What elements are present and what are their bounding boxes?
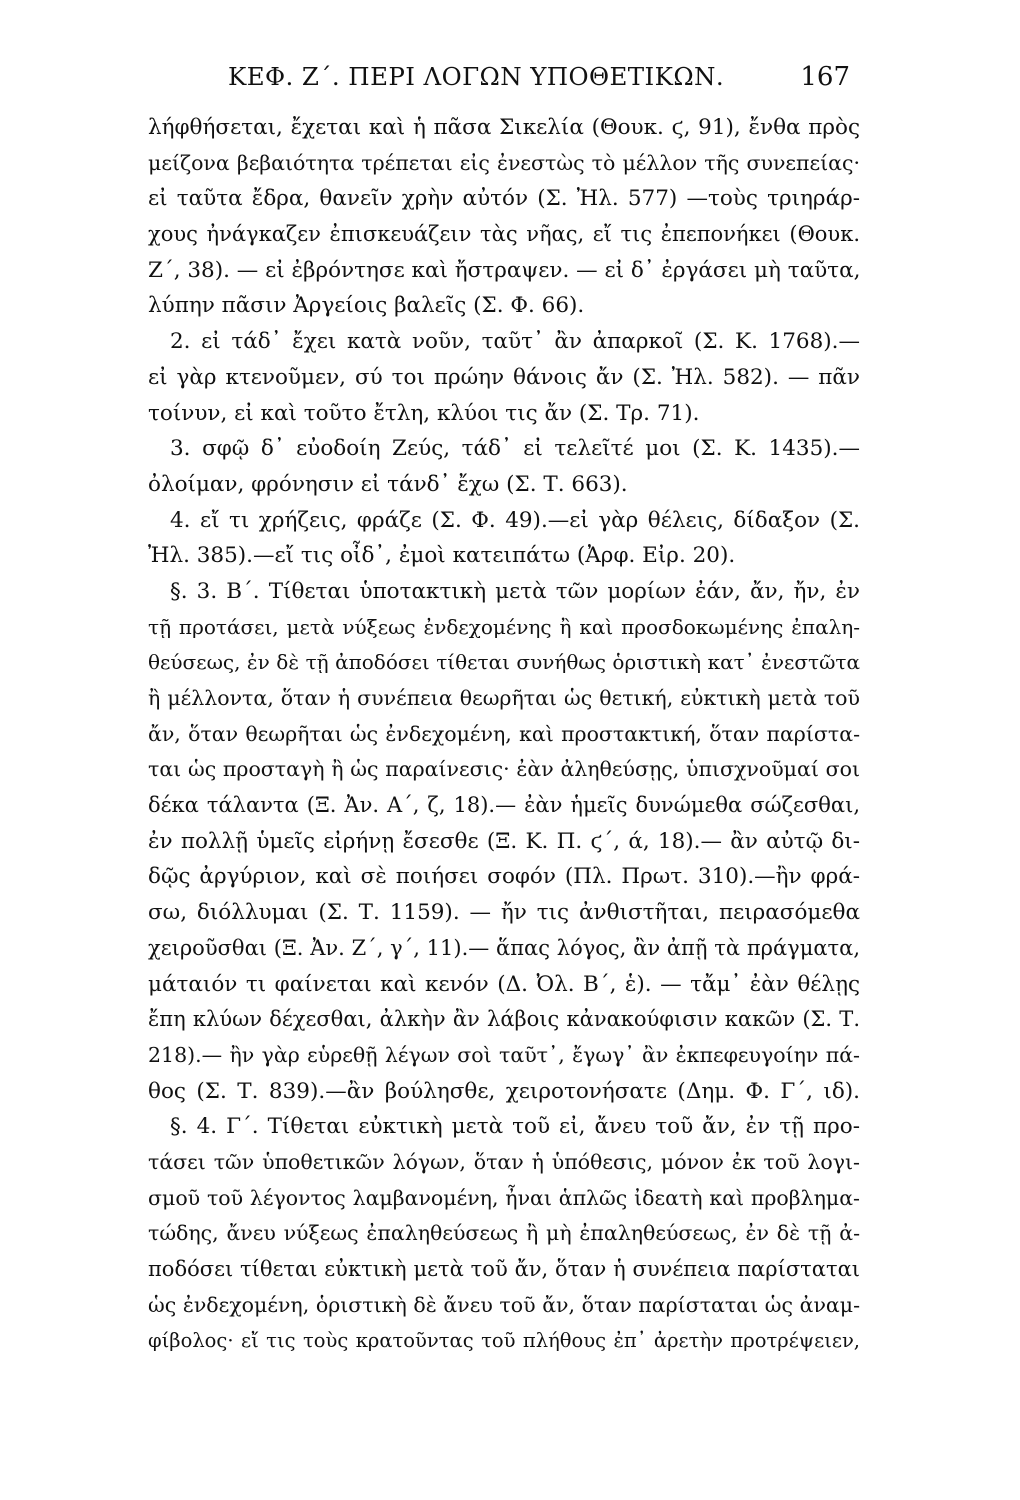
page-header [212,62,850,102]
text-line: ἔπη κλύων δέχεσθαι, ἀλκὴν ἂν λάβοις κἀνακούφισιν κακῶν (Σ. Τ. [148,1007,860,1032]
text-line: εἰ ταῦτα ἔδρα, θανεῖν χρὴν αὐτόν (Σ. Ἠλ. 577) —τοὺς τριηράρ- [148,186,860,212]
text-line: 218).— ἢν γὰρ εὑρεθῇ λέγων σοὶ ταῦτ᾽, ἔγωγ᾽ ἂν ἐκπεφευγοίην πά- [148,1042,860,1067]
text-line: μάταιόν τι φαίνεται καὶ κενόν (Δ. Ὀλ. Β΄, ἑ). — τἄμ᾽ ἐὰν θέλῃς [148,971,860,997]
text-line: ται ὡς προσταγὴ ἢ ὡς παραίνεσις· ἐὰν ἀληθεύσῃς, ὑπισχνοῦμαί σοι [148,757,860,782]
text-line: ἐν πολλῇ ὑμεῖς εἰρήνῃ ἔσεσθε (Ξ. Κ. Π. ϛ΄, ά, 18).— ἂν αὐτῷ δι- [148,828,860,854]
text-line: ποδόσει τίθεται εὐκτικὴ μετὰ τοῦ ἄν, ὅταν ἡ συνέπεια παρίσταται [148,1257,860,1281]
body-text [148,110,860,1359]
text-line: τοίνυν, εἰ καὶ τοῦτο ἔτλη, κλύοι τις ἄν (Σ. Τρ. 71). [148,400,700,426]
text-line: Ζ΄, 38). — εἰ ἐβρόντησε καὶ ἤστραψεν. — εἰ δ᾽ ἐργάσει μὴ ταῦτα, [148,257,861,283]
text-line: εἰ γὰρ κτενοῦμεν, σύ τοι πρώην θάνοις ἄν (Σ. Ἠλ. 582). — πᾶν [148,364,860,390]
text-line: ὡς ἐνδεχομένη, ὁριστικὴ δὲ ἄνευ τοῦ ἄν, ὅταν παρίσταται ὡς ἀναμ- [148,1292,860,1317]
text-line: ὀλοίμαν, φρόνησιν εἰ τάνδ᾽ ἔχω (Σ. Τ. 663). [148,471,628,497]
text-line: δῷς ἀργύριον, καὶ σὲ ποιήσει σοφόν (Πλ. Πρωτ. 310).—ἢν φρά- [148,864,860,890]
text-line: ἄν, ὅταν θεωρῆται ὡς ἐνδεχομένη, καὶ προστακτική, ὅταν παρίστα- [148,721,860,746]
text-line: θος (Σ. Τ. 839).—ἂν βούλησθε, χειροτονήσατε (Δημ. Φ. Γ΄, ιδ). [148,1078,860,1104]
text-line: Ἠλ. 385).—εἴ τις οἶδ᾽, ἐμοὶ κατειπάτω (Ἀρφ. Εἰρ. 20). [148,543,736,569]
text-line: ἢ μέλλοντα, ὅταν ἡ συνέπεια θεωρῆται ὡς θετική, εὐκτικὴ μετὰ τοῦ [148,686,860,710]
text-line: σω, διόλλυμαι (Σ. Τ. 1159). — ἤν τις ἀνθιστῆται, πειρασόμεθα [148,900,860,926]
text-line: 2. εἰ τάδ᾽ ἔχει κατὰ νοῦν, ταῦτ᾽ ἂν ἀπαρκοῖ (Σ. Κ. 1768).— [170,329,860,355]
text-line: τῇ προτάσει, μετὰ νύξεως ἐνδεχομένης ἢ καὶ προσδοκωμένης ἐπαλη- [148,614,860,639]
text-line: δέκα τάλαντα (Ξ. Ἀν. Α΄, ζ, 18).— ἐὰν ἡμεῖς δυνώμεθα σώζεσθαι, [148,793,860,818]
text-line: χους ἠνάγκαζεν ἐπισκευάζειν τὰς νῆας, εἴ τις ἐπεπονήκει (Θουκ. [148,222,860,247]
text-line: σμοῦ τοῦ λέγοντος λαμβανομένη, ἦναι ἁπλῶς ἰδεατὴ καὶ προβλημα- [148,1185,860,1210]
text-line: τώδης, ἄνευ νύξεως ἐπαληθεύσεως ἢ μὴ ἐπαληθεύσεως, ἐν δὲ τῇ ἀ- [148,1221,860,1246]
text-line: λήφθήσεται, ἔχεται καὶ ἡ πᾶσα Σικελία (Θουκ. ϛ, 91), ἔνθα πρὸς [148,115,860,140]
text-line: §. 3. Β΄. Τίθεται ὑποτακτικὴ μετὰ τῶν μορίων ἐάν, ἄν, ἤν, ἐν [170,578,860,604]
text-line: τάσει τῶν ὑποθετικῶν λόγων, ὅταν ἡ ὑπόθεσις, μόνον ἐκ τοῦ λογι- [148,1149,860,1174]
text-line: §. 4. Γ΄. Τίθεται εὐκτικὴ μετὰ τοῦ εἰ, ἄνευ τοῦ ἄν, ἐν τῇ προ- [170,1114,860,1140]
text-line: λύπην πᾶσιν Ἀργείοις βαλεῖς (Σ. Φ. 66). [148,293,585,319]
text-line: θεύσεως, ἐν δὲ τῇ ἀποδόσει τίθεται συνήθως ὁριστικὴ κατ᾽ ἐνεστῶτα [148,650,860,675]
text-line: 3. σφῷ δ᾽ εὐοδοίη Ζεύς, τάδ᾽ εἰ τελεῖτέ μοι (Σ. Κ. 1435).— [170,436,860,462]
text-line: μείζονα βεβαιότητα τρέπεται εἰς ἐνεστὼς τὸ μέλλον τῆς συνεπείας· [148,150,860,175]
text-line: 4. εἴ τι χρήζεις, φράζε (Σ. Φ. 49).—εἰ γὰρ θέλεις, δίδαξον (Σ. [170,507,860,533]
text-line: χειροῦσθαι (Ξ. Ἀν. Ζ΄, γ΄, 11).— ἅπας λόγος, ἂν ἀπῇ τὰ πράγματα, [148,935,860,960]
running-title: ΚΕΦ. Ζ΄. ΠΕΡΙ ΛΟΓΩΝ ΥΠΟΘΕΤΙΚΩΝ. [228,62,725,91]
text-line: φίβολος· εἴ τις τοὺς κρατοῦντας τοῦ πλήθους ἐπ᾽ ἀρετὴν προτρέψειεν, [148,1329,860,1353]
page-number: 167 [800,62,850,92]
